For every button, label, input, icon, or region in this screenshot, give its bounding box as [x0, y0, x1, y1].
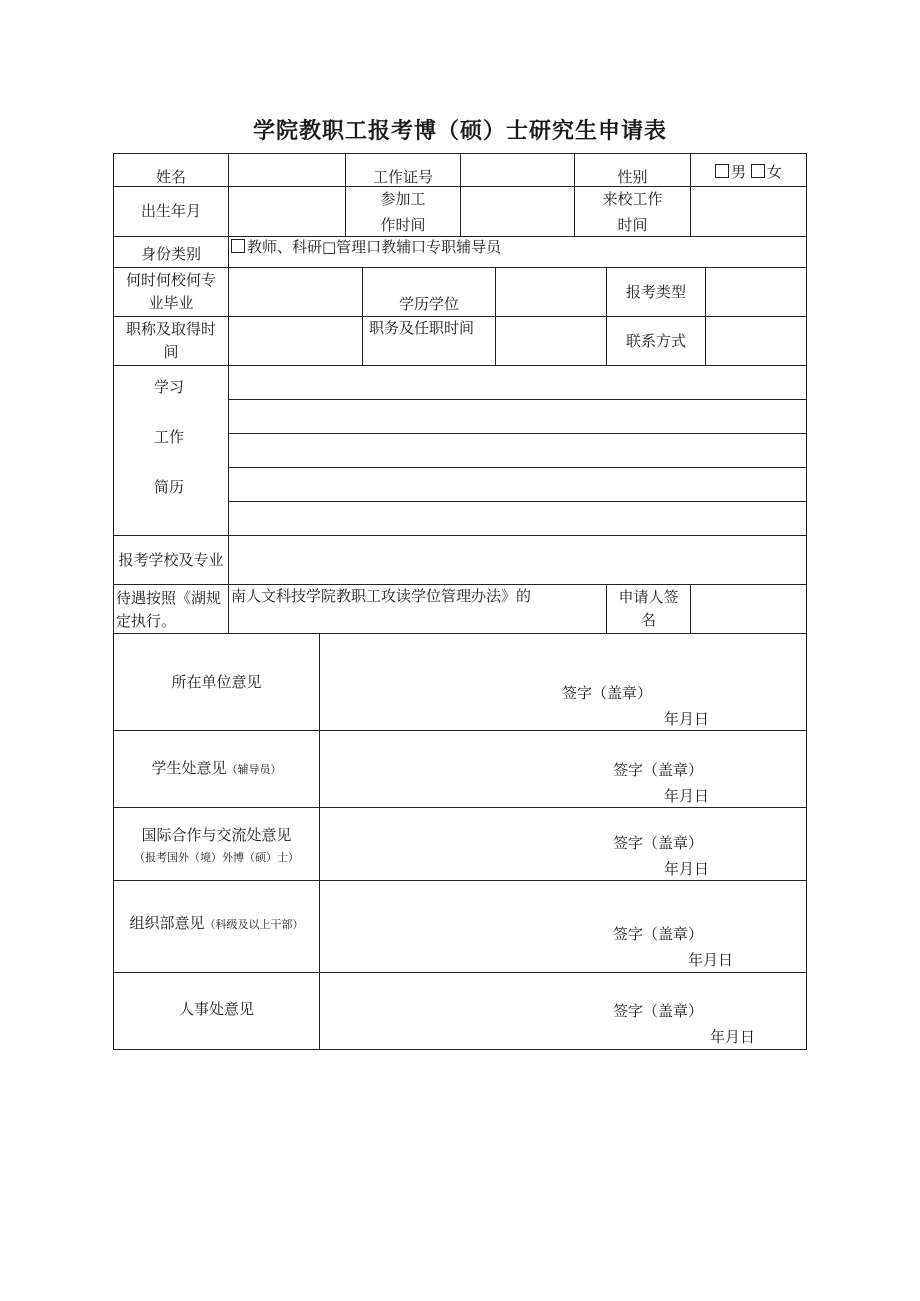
work-id-field[interactable] — [460, 153, 575, 187]
gender-options — [715, 159, 782, 182]
label-exam-type-text: 报考类型 — [625, 282, 686, 301]
label-opinion-student-group — [151, 759, 281, 779]
join-work-field[interactable] — [460, 186, 575, 237]
label-post-time — [362, 316, 496, 366]
label-name-text: 姓名 — [155, 167, 186, 186]
label-contact-text: 联系方式 — [625, 331, 686, 350]
female-label: 女 — [766, 162, 782, 181]
label-identity-text: 身份类别 — [140, 244, 201, 263]
title-time-field[interactable] — [228, 316, 363, 366]
label-birth-text: 出生年月 — [140, 202, 201, 220]
resume-label-study: 学习 — [154, 378, 185, 396]
label-opinion-unit-text: 所在单位意见 — [171, 672, 262, 691]
label-opinion-student-text: 学生处意见 — [151, 759, 227, 777]
opinion-org-field[interactable] — [319, 880, 807, 973]
join-school-field[interactable] — [690, 186, 807, 237]
gender-field — [690, 153, 807, 187]
label-opinion-intl — [113, 807, 320, 881]
label-work-id — [345, 153, 461, 187]
opinion-student-date: 年月日 — [664, 787, 710, 805]
applicant-sign-field[interactable] — [690, 584, 807, 634]
contact-field[interactable] — [705, 316, 807, 366]
treatment-text — [228, 584, 607, 634]
label-opinion-intl-note: （报考国外（境）外博（硕）士） — [134, 850, 299, 864]
label-opinion-hr — [113, 972, 320, 1050]
label-degree-text: 学历学位 — [398, 294, 459, 313]
resume-label-history: 简历 — [154, 478, 185, 496]
degree-field[interactable] — [495, 267, 607, 317]
resume-line-1[interactable] — [228, 365, 807, 400]
label-gender-text: 性别 — [617, 167, 648, 186]
male-checkbox[interactable] — [715, 164, 729, 178]
opinion-hr-sign: 签字（盖章） — [613, 1002, 704, 1020]
label-graduated — [113, 267, 229, 317]
treatment-text-content: 南人文科技学院教职工攻读学位管理办法》的 — [231, 587, 532, 605]
label-title-time-text: 职称及取得时间 — [125, 320, 216, 361]
name-field[interactable] — [228, 153, 346, 187]
label-post-time-text: 职务及任职时间 — [369, 319, 475, 337]
label-contact — [606, 316, 706, 366]
label-treatment — [113, 584, 229, 634]
label-opinion-org — [113, 880, 320, 973]
label-opinion-hr-text: 人事处意见 — [178, 999, 254, 1018]
resume-line-3[interactable] — [228, 433, 807, 468]
label-join-work — [345, 186, 461, 237]
label-name — [113, 153, 229, 187]
label-join-school — [574, 186, 691, 237]
male-label: 男 — [731, 162, 747, 181]
label-title-time — [113, 316, 229, 366]
opinion-hr-field[interactable] — [319, 972, 807, 1050]
post-time-field[interactable] — [495, 316, 607, 366]
resume-line-4[interactable] — [228, 467, 807, 502]
label-birth — [113, 186, 229, 237]
form-title: 学院教职工报考博（硕）士研究生申请表 — [252, 119, 667, 144]
label-opinion-unit — [113, 633, 320, 731]
label-graduated-text: 何时何校何专业毕业 — [125, 271, 216, 312]
opinion-unit-field[interactable] — [319, 633, 807, 731]
target-field[interactable] — [228, 535, 807, 585]
label-applicant-sign-text: 申请人签名 — [618, 588, 679, 629]
label-degree — [362, 267, 496, 317]
label-opinion-student-note: （辅导员） — [226, 763, 282, 776]
exam-type-field[interactable] — [705, 267, 807, 317]
resume-line-2[interactable] — [228, 399, 807, 434]
label-resume — [113, 365, 229, 536]
opinion-unit-date: 年月日 — [664, 710, 710, 728]
opinion-intl-date: 年月日 — [664, 860, 710, 878]
label-join-school-text: 来校工作时间 — [602, 189, 663, 234]
identity-teacher-checkbox[interactable] — [231, 239, 245, 253]
opinion-student-sign: 签字（盖章） — [613, 761, 704, 779]
label-target-text: 报考学校及专业 — [118, 551, 224, 569]
resume-label-work: 工作 — [154, 428, 185, 446]
graduated-field[interactable] — [228, 267, 363, 317]
label-exam-type — [606, 267, 706, 317]
resume-line-5[interactable] — [228, 501, 807, 536]
opinion-student-field[interactable] — [319, 730, 807, 808]
opinion-org-date: 年月日 — [688, 951, 734, 969]
label-identity — [113, 236, 229, 268]
label-treatment-text: 待遇按照《湖规定执行。 — [116, 589, 222, 630]
identity-options — [228, 236, 807, 268]
label-target — [113, 535, 229, 585]
label-join-work-text: 参加工作时间 — [380, 189, 426, 234]
opinion-intl-sign: 签字（盖章） — [613, 834, 704, 852]
opinion-hr-date: 年月日 — [710, 1028, 756, 1046]
opinion-intl-field[interactable] — [319, 807, 807, 881]
label-gender — [574, 153, 691, 187]
label-applicant-sign — [606, 584, 691, 634]
label-work-id-text: 工作证号 — [372, 167, 433, 186]
birth-field[interactable] — [228, 186, 346, 237]
label-opinion-org-group — [129, 914, 303, 940]
identity-options-text: 教师、科研□管理口教辅口专职辅导员 — [247, 238, 502, 256]
label-opinion-intl-text: 国际合作与交流处意见 — [141, 825, 292, 844]
female-checkbox[interactable] — [751, 164, 765, 178]
label-opinion-org-note: （科级及以上干部） — [204, 917, 304, 931]
opinion-org-sign: 签字（盖章） — [613, 925, 704, 943]
label-opinion-intl-group — [134, 822, 299, 867]
label-opinion-student — [113, 730, 320, 808]
opinion-unit-sign: 签字（盖章） — [562, 684, 653, 702]
label-opinion-org-text: 组织部意见 — [129, 913, 205, 932]
